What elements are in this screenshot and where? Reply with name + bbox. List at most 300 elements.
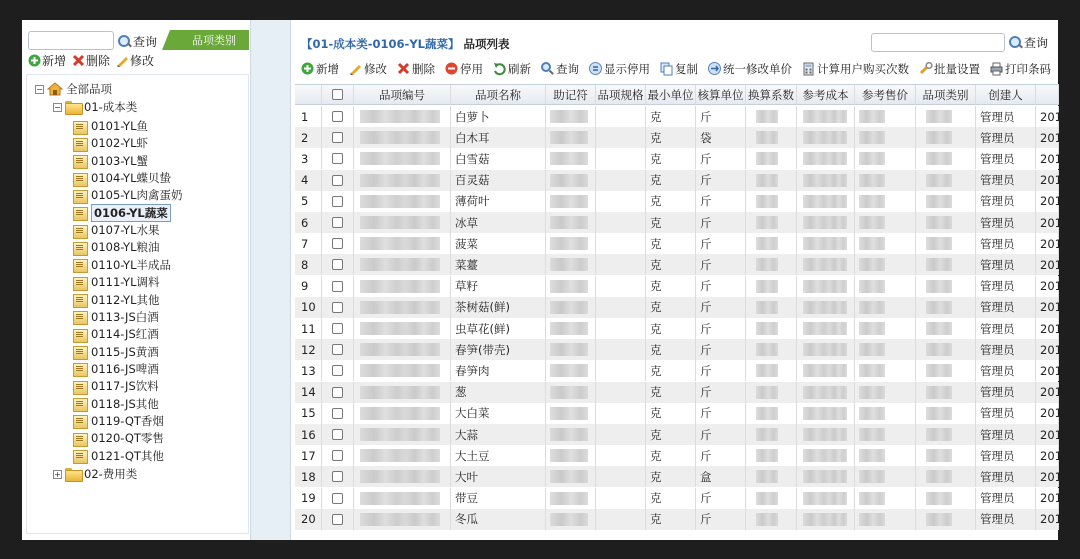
table-row[interactable]: [295, 424, 1062, 445]
col-min-unit: 克: [646, 106, 696, 127]
category-search-input[interactable]: [28, 31, 114, 50]
col-date: 201: [1036, 466, 1059, 487]
redacted-value: [756, 449, 778, 462]
col-select[interactable]: [322, 233, 354, 254]
col-acct-unit: 斤: [696, 360, 746, 381]
redacted-value: [360, 470, 406, 483]
redacted-value: [803, 343, 829, 356]
tree-leaf-label: 0105-YL肉禽蛋奶: [91, 188, 183, 203]
col-date: 201: [1036, 170, 1059, 191]
col-select[interactable]: [322, 360, 354, 381]
redacted-value: [829, 131, 847, 144]
col-select[interactable]: [322, 212, 354, 233]
col-category: [916, 424, 976, 445]
col-ratio: [746, 191, 797, 212]
redacted-value: [360, 322, 406, 335]
col-ref-cost: [797, 233, 855, 254]
col-rownum: 2: [295, 127, 322, 148]
header-col-name: 品项名称: [451, 85, 546, 104]
redacted-value: [829, 258, 847, 271]
calc-purchase-count-button[interactable]: [802, 61, 909, 77]
col-select[interactable]: [322, 191, 354, 212]
col-creator: 管理员: [976, 509, 1036, 530]
table-row[interactable]: [295, 276, 1062, 297]
col-acct-unit: 斤: [696, 170, 746, 191]
col-ref-price: [855, 318, 916, 339]
table-row[interactable]: [295, 106, 1062, 127]
col-mnemonic: [546, 466, 596, 487]
col-mnemonic: [546, 403, 596, 424]
delete-icon: [72, 54, 85, 67]
col-name: 大蒜: [451, 424, 546, 445]
col-code: [354, 382, 451, 403]
col-acct-unit: 斤: [696, 403, 746, 424]
col-code: [354, 276, 451, 297]
col-code: [354, 466, 451, 487]
category-leaf-icon: [73, 189, 88, 202]
tree-leaf[interactable]: [73, 187, 182, 203]
refresh-icon: [493, 62, 507, 76]
redacted-value: [859, 407, 885, 420]
col-date: 201: [1036, 445, 1059, 466]
col-rownum: 17: [295, 445, 322, 466]
redacted-value: [404, 110, 440, 123]
row-checkbox[interactable]: [332, 344, 343, 355]
redacted-value: [550, 131, 588, 144]
col-select[interactable]: [322, 170, 354, 191]
tree-leaf[interactable]: [73, 378, 159, 394]
tree-leaf[interactable]: [73, 135, 148, 151]
redacted-value: [803, 492, 829, 505]
add-button[interactable]: [301, 61, 339, 77]
col-name: 白木耳: [451, 127, 546, 148]
tree-leaf[interactable]: [73, 118, 148, 134]
redacted-value: [360, 152, 406, 165]
col-select[interactable]: [322, 148, 354, 169]
col-name: 百灵菇: [451, 170, 546, 191]
redacted-value: [926, 216, 952, 229]
redacted-value: [404, 237, 440, 250]
redacted-value: [360, 216, 406, 229]
redacted-value: [859, 258, 885, 271]
tree-leaf[interactable]: [73, 309, 159, 325]
item-search-input[interactable]: [871, 33, 1005, 52]
col-name: 菠菜: [451, 233, 546, 254]
redacted-value: [803, 428, 829, 441]
table-row[interactable]: [295, 297, 1062, 318]
col-select[interactable]: [322, 488, 354, 509]
row-checkbox[interactable]: [332, 471, 343, 482]
col-name: 薄荷叶: [451, 191, 546, 212]
col-rownum: 18: [295, 466, 322, 487]
redacted-value: [404, 216, 440, 229]
tree-leaf[interactable]: [73, 274, 159, 290]
search-icon: [1009, 36, 1022, 49]
tab-category-label: 品项类别: [192, 34, 236, 47]
tree-leaf[interactable]: [73, 396, 159, 412]
redacted-value: [404, 449, 440, 462]
col-date: 201: [1036, 191, 1059, 212]
delete-icon: [397, 62, 411, 76]
refresh-button[interactable]: [493, 61, 531, 77]
row-checkbox[interactable]: [332, 323, 343, 334]
redacted-value: [829, 407, 847, 420]
table-row[interactable]: [295, 488, 1062, 509]
col-name: 冰草: [451, 212, 546, 233]
row-checkbox[interactable]: [332, 365, 343, 376]
col-rownum: 1: [295, 106, 322, 127]
col-name: 菜薹: [451, 254, 546, 275]
header-col-ratio: 换算系数: [746, 85, 797, 104]
header-col-date: [1036, 85, 1059, 104]
search-icon: [118, 35, 131, 48]
redacted-value: [859, 195, 885, 208]
col-ref-price: [855, 212, 916, 233]
redacted-value: [404, 195, 440, 208]
col-min-unit: 克: [646, 127, 696, 148]
redacted-value: [859, 470, 885, 483]
row-checkbox[interactable]: [332, 450, 343, 461]
select-all-checkbox[interactable]: [332, 89, 343, 100]
edit-icon: [116, 54, 129, 67]
category-search-button[interactable]: 查询: [118, 32, 157, 50]
table-row[interactable]: [295, 191, 1062, 212]
col-min-unit: 克: [646, 276, 696, 297]
table-row[interactable]: [295, 148, 1062, 169]
redacted-value: [404, 386, 440, 399]
redacted-value: [926, 131, 952, 144]
col-acct-unit: 斤: [696, 191, 746, 212]
col-spec: [596, 191, 646, 212]
redacted-value: [756, 110, 778, 123]
row-checkbox[interactable]: [332, 111, 343, 122]
toolbar-label: 统一修改单价: [723, 62, 792, 76]
col-ref-cost: [797, 403, 855, 424]
col-code: [354, 488, 451, 509]
header-col-code: 品项编号: [354, 85, 451, 104]
redacted-value: [829, 110, 847, 123]
col-ref-cost: [797, 466, 855, 487]
header-col-rownum: [295, 85, 322, 104]
redacted-value: [360, 343, 406, 356]
col-spec: [596, 127, 646, 148]
row-checkbox[interactable]: [332, 217, 343, 228]
row-checkbox[interactable]: [332, 281, 343, 292]
query-button[interactable]: [541, 61, 579, 77]
col-spec: [596, 466, 646, 487]
redacted-value: [756, 152, 778, 165]
col-name: 大叶: [451, 466, 546, 487]
col-min-unit: 克: [646, 191, 696, 212]
col-rownum: 14: [295, 382, 322, 403]
redacted-value: [926, 237, 952, 250]
col-creator: 管理员: [976, 339, 1036, 360]
tree-node-expense[interactable]: + 02-费用类: [54, 467, 138, 481]
redacted-value: [756, 492, 778, 505]
table-row[interactable]: [295, 212, 1062, 233]
col-ref-price: [855, 170, 916, 191]
category-tree: [26, 74, 249, 534]
tree-node-cost[interactable]: − 01-成本类: [54, 100, 138, 114]
col-ratio: [746, 212, 797, 233]
tree-leaf-label: 0121-QT其他: [91, 448, 164, 463]
app-window: [22, 20, 1062, 540]
show-disabled-button[interactable]: [589, 61, 650, 77]
category-leaf-icon: [73, 293, 88, 306]
category-leaf-icon: [73, 397, 88, 410]
unify-price-button[interactable]: [708, 61, 792, 77]
header-col-creator: 创建人: [976, 85, 1036, 104]
table-row[interactable]: [295, 254, 1062, 275]
col-min-unit: 克: [646, 403, 696, 424]
row-checkbox[interactable]: [332, 196, 343, 207]
col-select[interactable]: [322, 424, 354, 445]
add-icon: [28, 54, 41, 67]
redacted-value: [756, 364, 778, 377]
item-search-button[interactable]: 查询: [1009, 34, 1048, 51]
title-text: 品项列表: [463, 37, 510, 51]
add-category-button[interactable]: 新增: [28, 52, 66, 69]
col-min-unit: 克: [646, 509, 696, 530]
tree-leaf-label: 0114-JS红酒: [91, 327, 159, 342]
redacted-value: [404, 343, 440, 356]
copy-icon: [660, 62, 674, 76]
edit-category-button[interactable]: 修改: [116, 52, 154, 69]
row-checkbox[interactable]: [332, 429, 343, 440]
category-leaf-icon: [73, 345, 88, 358]
col-mnemonic: [546, 297, 596, 318]
col-name: 大土豆: [451, 445, 546, 466]
redacted-value: [404, 513, 440, 526]
tree-leaf[interactable]: [73, 153, 148, 169]
table-row[interactable]: [295, 382, 1062, 403]
batch-settings-icon: [919, 62, 933, 76]
col-select[interactable]: [322, 382, 354, 403]
redacted-value: [829, 322, 847, 335]
row-checkbox[interactable]: [332, 153, 343, 164]
col-select[interactable]: [322, 106, 354, 127]
row-checkbox[interactable]: [332, 175, 343, 186]
redacted-value: [859, 216, 885, 229]
disable-button[interactable]: [445, 61, 483, 77]
redacted-value: [926, 470, 952, 483]
col-creator: 管理员: [976, 445, 1036, 466]
col-select[interactable]: [322, 127, 354, 148]
category-leaf-icon: [73, 120, 88, 133]
redacted-value: [926, 280, 952, 293]
tree-leaf[interactable]: [73, 448, 164, 464]
col-name: 白萝卜: [451, 106, 546, 127]
table-row[interactable]: [295, 318, 1062, 339]
col-ref-price: [855, 106, 916, 127]
table-row[interactable]: [295, 170, 1062, 191]
col-select[interactable]: [322, 466, 354, 487]
col-code: [354, 339, 451, 360]
col-ref-cost: [797, 382, 855, 403]
tree-leaf[interactable]: [73, 170, 171, 186]
row-checkbox[interactable]: [332, 493, 343, 504]
tree-leaf-label: 0101-YL鱼: [91, 119, 148, 133]
table-row[interactable]: [295, 360, 1062, 381]
row-checkbox[interactable]: [332, 238, 343, 249]
toolbar-label: 删除: [412, 62, 435, 76]
table-row[interactable]: [295, 127, 1062, 148]
col-ref-cost: [797, 509, 855, 530]
edit-button[interactable]: [349, 61, 387, 77]
redacted-value: [360, 280, 406, 293]
col-spec: [596, 318, 646, 339]
print-barcode-button[interactable]: [990, 61, 1051, 77]
col-date: 201: [1036, 233, 1059, 254]
redacted-value: [926, 322, 952, 335]
col-spec: [596, 170, 646, 191]
header-col-mnemonic: 助记符: [546, 85, 596, 104]
page-title: [301, 36, 510, 52]
tree-leaf[interactable]: [73, 205, 171, 221]
col-select[interactable]: [322, 318, 354, 339]
tree-leaf[interactable]: [73, 413, 164, 429]
tree-leaf[interactable]: [73, 239, 159, 255]
col-name: 虫草花(鲜): [451, 318, 546, 339]
col-date: 201: [1036, 382, 1059, 403]
batch-settings-button[interactable]: [919, 61, 980, 77]
col-acct-unit: 斤: [696, 382, 746, 403]
redacted-value: [829, 174, 847, 187]
row-checkbox[interactable]: [332, 302, 343, 313]
col-select[interactable]: [322, 297, 354, 318]
col-name: 葱: [451, 382, 546, 403]
redacted-value: [756, 470, 778, 483]
table-row[interactable]: [295, 339, 1062, 360]
col-category: [916, 106, 976, 127]
tree-leaf-label: 0107-YL水果: [91, 223, 160, 238]
col-name: 春笋(带壳): [451, 339, 546, 360]
col-code: [354, 127, 451, 148]
col-ref-price: [855, 466, 916, 487]
col-select[interactable]: [322, 445, 354, 466]
row-checkbox[interactable]: [332, 132, 343, 143]
col-select[interactable]: [322, 339, 354, 360]
col-rownum: 3: [295, 148, 322, 169]
col-mnemonic: [546, 360, 596, 381]
col-category: [916, 254, 976, 275]
tree-leaf[interactable]: [73, 257, 171, 273]
breadcrumb: 【01-成本类-0106-YL蔬菜】: [301, 37, 460, 51]
redacted-value: [550, 301, 588, 314]
tree-root[interactable]: − 全部品项: [36, 82, 112, 96]
col-rownum: 7: [295, 233, 322, 254]
col-select[interactable]: [322, 254, 354, 275]
col-category: [916, 509, 976, 530]
col-category: [916, 488, 976, 509]
col-creator: 管理员: [976, 233, 1036, 254]
header-col-acct-unit: 核算单位: [696, 85, 746, 104]
col-acct-unit: 斤: [696, 233, 746, 254]
col-acct-unit: 斤: [696, 148, 746, 169]
col-spec: [596, 488, 646, 509]
col-ref-cost: [797, 297, 855, 318]
col-mnemonic: [546, 382, 596, 403]
col-code: [354, 403, 451, 424]
category-leaf-icon: [73, 414, 88, 427]
tree-leaf[interactable]: [73, 326, 159, 342]
delete-category-button[interactable]: 删除: [72, 52, 110, 69]
table-row[interactable]: [295, 445, 1062, 466]
col-min-unit: 克: [646, 212, 696, 233]
col-spec: [596, 424, 646, 445]
redacted-value: [550, 364, 588, 377]
redacted-value: [550, 386, 588, 399]
col-spec: [596, 148, 646, 169]
header-col-select[interactable]: [322, 85, 354, 104]
redacted-value: [926, 195, 952, 208]
redacted-value: [859, 513, 885, 526]
table-row[interactable]: [295, 233, 1062, 254]
col-ref-cost: [797, 212, 855, 233]
col-ratio: [746, 339, 797, 360]
col-select[interactable]: [322, 276, 354, 297]
redacted-value: [926, 343, 952, 356]
table-row[interactable]: [295, 466, 1062, 487]
col-min-unit: 克: [646, 318, 696, 339]
col-code: [354, 212, 451, 233]
redacted-value: [859, 386, 885, 399]
redacted-value: [756, 343, 778, 356]
col-spec: [596, 403, 646, 424]
col-category: [916, 382, 976, 403]
copy-button[interactable]: [660, 61, 698, 77]
col-code: [354, 424, 451, 445]
redacted-value: [756, 513, 778, 526]
col-acct-unit: 斤: [696, 297, 746, 318]
tree-leaf[interactable]: [73, 361, 159, 377]
col-min-unit: 克: [646, 488, 696, 509]
table-row[interactable]: [295, 403, 1062, 424]
tree-leaf[interactable]: [73, 292, 159, 308]
col-select[interactable]: [322, 403, 354, 424]
col-creator: 管理员: [976, 403, 1036, 424]
col-ref-cost: [797, 339, 855, 360]
toolbar-label: 修改: [364, 62, 387, 76]
row-checkbox[interactable]: [332, 514, 343, 525]
col-date: 201: [1036, 127, 1059, 148]
tree-leaf[interactable]: [73, 222, 159, 238]
col-name: 白雪菇: [451, 148, 546, 169]
table-row[interactable]: [295, 509, 1062, 530]
redacted-value: [926, 386, 952, 399]
row-checkbox[interactable]: [332, 259, 343, 270]
tab-category[interactable]: [162, 30, 249, 50]
row-checkbox[interactable]: [332, 408, 343, 419]
redacted-value: [404, 131, 440, 144]
col-date: 201: [1036, 339, 1059, 360]
toolbar-label: 打印条码: [1005, 62, 1051, 76]
col-ref-price: [855, 233, 916, 254]
row-checkbox[interactable]: [332, 387, 343, 398]
tree-leaf[interactable]: [73, 344, 159, 360]
category-leaf-icon: [73, 362, 88, 375]
col-ratio: [746, 106, 797, 127]
redacted-value: [829, 280, 847, 293]
tree-leaf[interactable]: [73, 430, 164, 446]
delete-button[interactable]: [397, 61, 435, 77]
toolbar-label: 计算用户购买次数: [817, 62, 909, 76]
col-select[interactable]: [322, 509, 354, 530]
tree-leaf-label: 0120-QT零售: [91, 431, 164, 446]
col-mnemonic: [546, 148, 596, 169]
col-creator: 管理员: [976, 148, 1036, 169]
redacted-value: [859, 492, 885, 505]
